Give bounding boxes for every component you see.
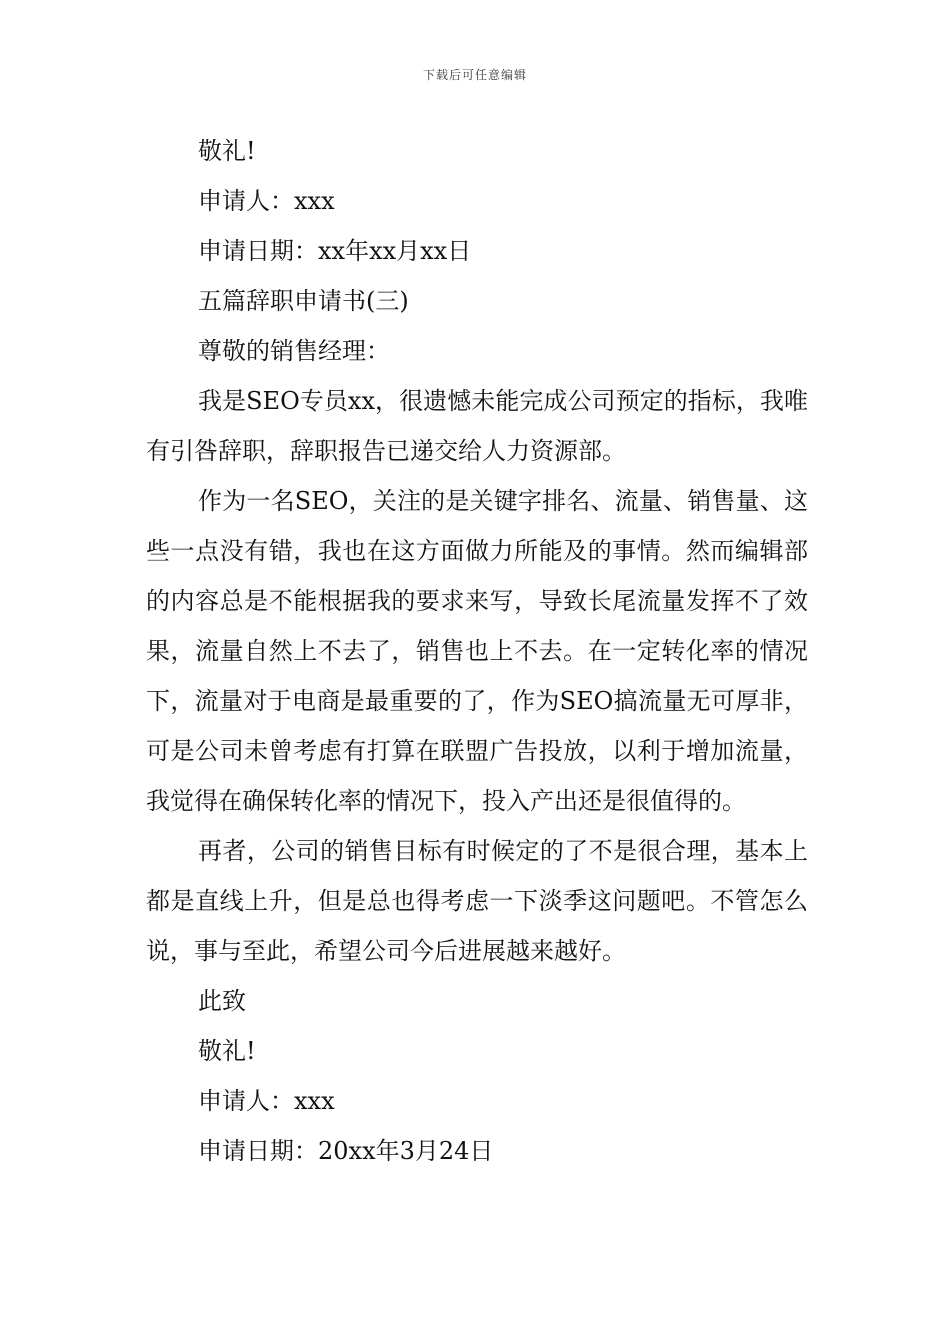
applicant-line: 申请人：xxx <box>198 187 335 215</box>
application-date-line: 申请日期：xx年xx月xx日 <box>198 237 472 265</box>
applicant-line-2: 申请人：xxx <box>198 1087 335 1115</box>
salutation: 尊敬的销售经理： <box>198 337 390 365</box>
closing-phrase: 此致 <box>198 987 246 1015</box>
closing-salute: 敬礼! <box>198 137 256 165</box>
page-header: 下载后可任意编辑 <box>422 68 527 82</box>
body-paragraph-3: 再者，公司的销售目标有时候定的了不是很合理，基本上都是直线上升，但是总也得考虑一下淡季这问题吧。不管怎么说，事与至此，希望公司今后进展越来越好。 <box>146 837 808 965</box>
body-paragraph-1: 我是SEO专员xx，很遗憾未能完成公司预定的指标，我唯有引咎辞职，辞职报告已递交给人力资源部。 <box>146 387 808 465</box>
document-body <box>146 126 808 1176</box>
section-title: 五篇辞职申请书(三) <box>198 287 409 315</box>
body-paragraph-2: 作为一名SEO，关注的是关键字排名、流量、销售量、这些一点没有错，我也在这方面做力所能及的事情。然而编辑部的内容总是不能根据我的要求来写，导致长尾流量发挥不了效果，流量自然上不去了，销售也上不去。在一定转化率的情况下，流量对于电商是最重要的了，作为SEO搞流量无可厚非，可是公司未曾考虑有打算在联盟广告投放，以利于增加流量，我觉得在确保转化率的情况下，投入产出还是很值得的。 <box>146 487 808 815</box>
closing-salute-2: 敬礼! <box>198 1037 256 1065</box>
application-date-line-2: 申请日期：20xx年3月24日 <box>198 1137 494 1165</box>
